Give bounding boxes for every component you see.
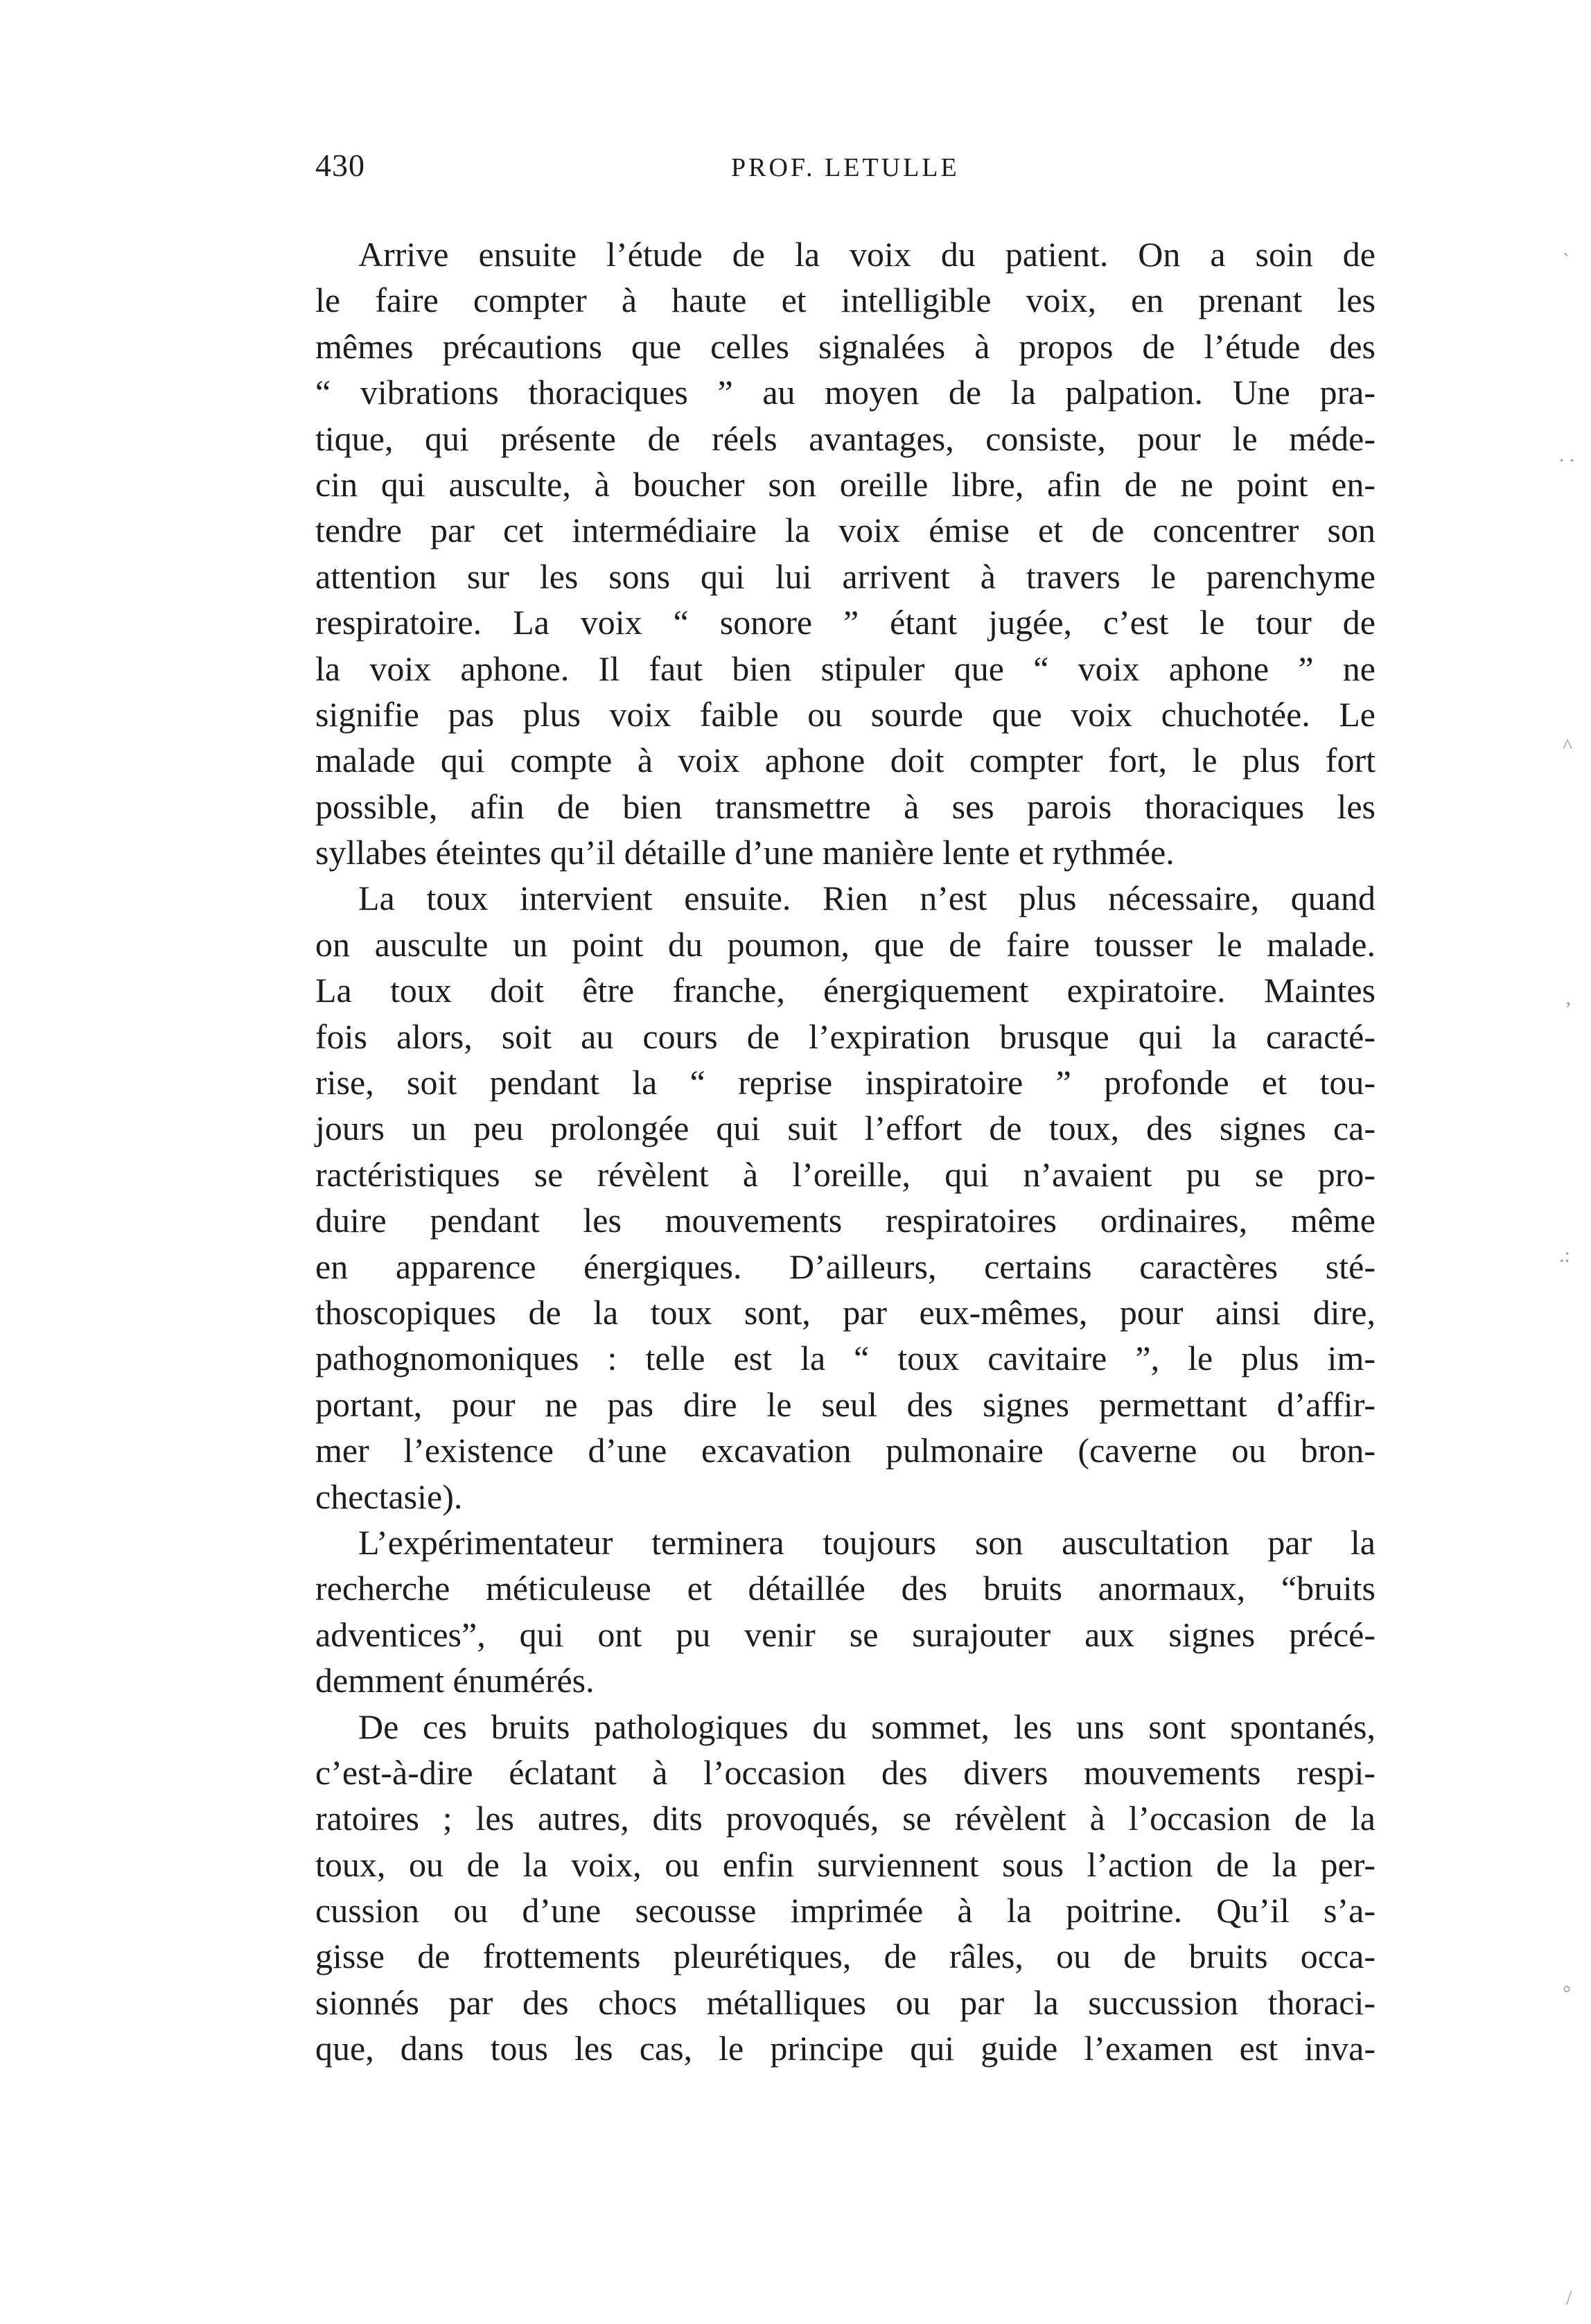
text-line: “ vibrations thoraciques ” au moyen de la palpation. Une pra- <box>315 373 1375 412</box>
margin-speck: .: <box>1559 1244 1570 1267</box>
text-line: attention sur les sons qui lui arrivent à travers le parenchyme <box>315 556 1375 596</box>
body-text <box>315 231 1375 2072</box>
text-line: possible, afin de bien transmettre à ses parois thoraciques les <box>315 786 1375 826</box>
text-line: thoscopiques de la toux sont, par eux-mêmes, pour ainsi dire, <box>315 1292 1375 1332</box>
text-line: La toux intervient ensuite. Rien n’est plus nécessaire, quand <box>358 879 1375 918</box>
text-line: demment énumérés. <box>315 1661 595 1700</box>
text-line: cin qui ausculte, à boucher son oreille libre, afin de ne point en- <box>315 464 1375 504</box>
text-line: malade qui compte à voix aphone doit compter fort, le plus fort <box>315 741 1375 780</box>
text-line: fois alors, soit au cours de l’expiration brusque qui la caracté- <box>315 1016 1375 1056</box>
text-line: que, dans tous les cas, le principe qui guide l’examen est inva- <box>315 2029 1375 2068</box>
text-line: La toux doit être franche, énergiquement expiratoire. Maintes <box>315 971 1375 1010</box>
text-line: adventices”, qui ont pu venir se surajouter aux signes précé- <box>315 1614 1375 1654</box>
text-line: toux, ou de la voix, ou enfin surviennent sous l’action de la per- <box>315 1845 1375 1884</box>
text-line: duire pendant les mouvements respiratoires ordinaires, même <box>315 1201 1375 1240</box>
margin-speck: ^ <box>1563 734 1573 757</box>
text-line: chectasie). <box>315 1477 463 1516</box>
text-line: gisse de frottements pleurétiques, de râles, ou de bruits occa- <box>315 1937 1375 1976</box>
text-line: Arrive ensuite l’étude de la voix du patient. On a soin de <box>358 235 1375 274</box>
margin-speck: ° <box>1563 1982 1571 2005</box>
margin-speck: ` <box>1563 249 1570 272</box>
text-line: signifie pas plus voix faible ou sourde que voix chuchotée. Le <box>315 694 1375 734</box>
margin-speck: / <box>1566 2287 1572 2309</box>
margin-speck: . . <box>1559 443 1575 466</box>
text-line: respiratoire. La voix “ sonore ” étant jugée, c’est le tour de <box>315 603 1375 642</box>
text-line: portant, pour ne pas dire le seul des signes permettant d’affir- <box>315 1384 1375 1424</box>
text-line: ratoires ; les autres, dits provoqués, se révèlent à l’occasion de la <box>315 1799 1375 1838</box>
text-line: cussion ou d’une secousse imprimée à la poitrine. Qu’il s’a- <box>315 1891 1375 1930</box>
text-line: rise, soit pendant la “ reprise inspiratoire ” profonde et tou- <box>315 1063 1375 1102</box>
text-line: le faire compter à haute et intelligible voix, en prenant les <box>315 281 1375 320</box>
text-line: recherche méticuleuse et détaillée des bruits anormaux, “bruits <box>315 1569 1375 1608</box>
text-line: tendre par cet intermédiaire la voix émise et de concentrer son <box>315 511 1375 550</box>
text-line: syllabes éteintes qu’il détaille d’une manière lente et rythmée. <box>315 833 1175 872</box>
text-line: De ces bruits pathologiques du sommet, les uns sont spontanés, <box>358 1707 1375 1746</box>
text-line: sionnés par des chocs métalliques ou par la succussion thoraci- <box>315 1982 1375 2022</box>
text-line: la voix aphone. Il faut bien stipuler que “ voix aphone ” ne <box>315 649 1375 688</box>
margin-speck: ’ <box>1565 998 1572 1021</box>
text-line: en apparence énergiques. D’ailleurs, certains caractères sté- <box>315 1247 1375 1286</box>
text-line: jours un peu prolongée qui suit l’effort de toux, des signes ca- <box>315 1109 1375 1148</box>
text-line: ractéristiques se révèlent à l’oreille, qui n’avaient pu se pro- <box>315 1154 1375 1194</box>
text-line: mêmes précautions que celles signalées à propos de l’étude des <box>315 326 1375 366</box>
running-head <box>315 147 1375 188</box>
running-title: PROF. LETULLE <box>731 153 960 182</box>
page-number: 430 <box>315 148 365 183</box>
text-line: mer l’existence d’une excavation pulmonaire (caverne ou bron- <box>315 1431 1375 1470</box>
text-line: on ausculte un point du poumon, que de faire tousser le malade. <box>315 924 1375 964</box>
text-line: c’est-à-dire éclatant à l’occasion des divers mouvements respi- <box>315 1752 1375 1792</box>
text-line: tique, qui présente de réels avantages, consiste, pour le méde- <box>315 419 1375 458</box>
text-line: pathognomoniques : telle est la “ toux cavitaire ”, le plus im- <box>315 1339 1375 1378</box>
text-line: L’expérimentateur terminera toujours son auscultation par la <box>358 1522 1375 1562</box>
